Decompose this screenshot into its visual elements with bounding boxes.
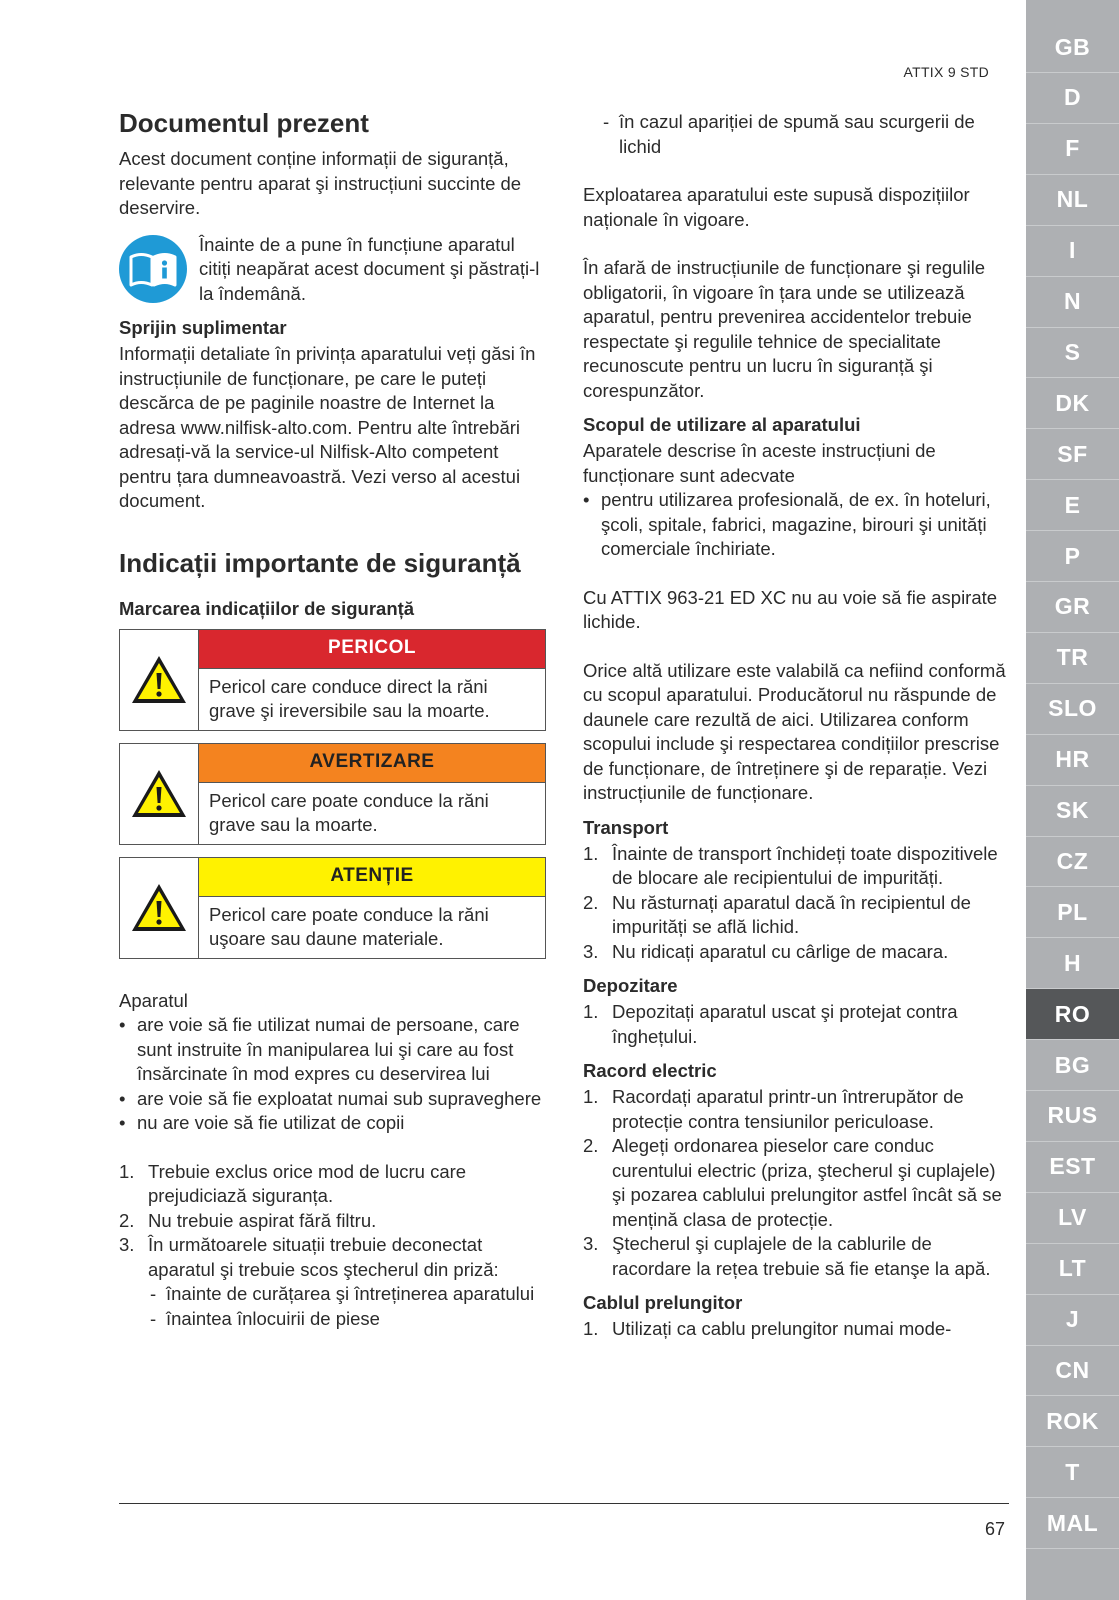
warning-symbol-cell — [120, 630, 199, 730]
read-manual-icon — [119, 235, 187, 303]
warning-body — [199, 744, 545, 844]
language-tab-d[interactable]: D — [1026, 73, 1119, 124]
warning-label: ATENȚIE — [199, 858, 545, 897]
warning-triangle-icon — [130, 654, 188, 706]
heading-purpose: Scopul de utilizare al aparatului — [583, 414, 861, 435]
heading-safety: Indicații importante de siguranță — [119, 547, 521, 578]
left-column — [119, 108, 549, 1331]
list-text: Depozitați aparatul uscat şi protejat contra înghețului. — [612, 1001, 958, 1047]
heading-transport: Transport — [583, 816, 669, 838]
heading-storage: Depozitare — [583, 975, 678, 996]
list-item: • are voie să fie utilizat numai de persoane, care sunt instruite în manipularea lui şi care au fost însărcinate în mod expres cu deservirea lui — [119, 1013, 549, 1087]
warning-box — [119, 743, 546, 845]
language-tab-rok[interactable]: ROK — [1026, 1396, 1119, 1447]
cable-list — [583, 1317, 1013, 1342]
language-tab-j[interactable]: J — [1026, 1295, 1119, 1346]
list-text: Alegeți ordonarea pieselor care conduc curentului electric (priza, ştecherul şi cuplajele) şi pozarea cablului prelungitor astfel încât să se mențină clasa de protecție. — [612, 1135, 1002, 1230]
language-tab-slo[interactable]: SLO — [1026, 684, 1119, 735]
list-number: 1. — [583, 842, 599, 864]
list-number: 3. — [583, 1233, 599, 1254]
list-text: Nu răsturnați aparatul dacă în recipientul de impurități se află lichid. — [612, 891, 971, 937]
list-number: 1. — [583, 1086, 599, 1107]
heading-electric: Racord electric — [583, 1060, 717, 1081]
language-tab-gr[interactable]: GR — [1026, 582, 1119, 633]
language-tab-h[interactable]: H — [1026, 938, 1119, 989]
purpose-bullet-list — [583, 488, 1013, 562]
language-tab-tr[interactable]: TR — [1026, 633, 1119, 684]
language-tab-s[interactable]: S — [1026, 327, 1119, 378]
document-model: ATTIX 9 STD — [903, 64, 989, 80]
language-tab-ro[interactable]: RO — [1026, 989, 1119, 1040]
storage-list — [583, 1000, 1013, 1049]
list-number: 1. — [583, 1318, 599, 1339]
warning-label: PERICOL — [199, 630, 545, 669]
language-tab-rus[interactable]: RUS — [1026, 1091, 1119, 1142]
language-tab-e[interactable]: E — [1026, 480, 1119, 531]
list-item: - înainte de curățarea şi întreținerea aparatului — [148, 1282, 549, 1307]
list-text: În următoarele situații trebuie deconectat aparatul şi trebuie scos ştecherul din priză: — [148, 1234, 499, 1280]
footer-divider — [119, 1503, 1009, 1504]
info-note-text: Înainte de a pune în funcțiune aparatul citiți neapărat acest document şi păstrați-l la îndemână. — [199, 233, 540, 304]
list-item — [583, 1134, 1013, 1232]
warning-body — [199, 630, 545, 730]
language-tab-nl[interactable]: NL — [1026, 175, 1119, 226]
language-tab-i[interactable]: I — [1026, 226, 1119, 277]
language-tab-bg[interactable]: BG — [1026, 1040, 1119, 1091]
list-number: 3. — [583, 940, 599, 962]
heading-marking: Marcarea indicațiilor de siguranță — [119, 597, 415, 619]
list-number: 2. — [583, 891, 599, 913]
language-tab-pl[interactable]: PL — [1026, 887, 1119, 938]
list-text: Nu ridicați aparatul cu cârlige de macara. — [612, 940, 949, 962]
list-item — [119, 1160, 549, 1209]
list-item — [583, 1317, 1013, 1342]
language-tab-f[interactable]: F — [1026, 124, 1119, 175]
language-tab-sk[interactable]: SK — [1026, 786, 1119, 837]
electric-list — [583, 1085, 1013, 1281]
language-tab-cz[interactable]: CZ — [1026, 836, 1119, 887]
paragraph-purpose: Aparatele descrise în aceste instrucțiuni de funcționare sunt adecvate — [583, 440, 936, 486]
warning-text: Pericol care poate conduce la răni uşoare sau daune materiale. — [209, 903, 489, 949]
rule3-dash-list — [148, 1282, 549, 1331]
warning-text: Pericol care poate conduce la răni grave sau la moarte. — [209, 789, 489, 835]
device-bullet-list — [119, 1013, 549, 1136]
list-item: • are voie să fie exploatat numai sub supraveghere — [119, 1087, 549, 1112]
heading-document: Documentul prezent — [119, 108, 369, 138]
list-item — [119, 1209, 549, 1234]
language-tab-p[interactable]: P — [1026, 531, 1119, 582]
rule3-dash-continued — [583, 110, 1013, 159]
list-item — [583, 1232, 1013, 1281]
list-text: Racordați aparatul printr-un întrerupător de protecție contra tensiunilor periculoase. — [612, 1086, 964, 1132]
list-text: Utilizați ca cablu prelungitor numai mode- — [612, 1318, 952, 1339]
list-item — [119, 1233, 549, 1331]
transport-list — [583, 842, 1013, 965]
language-tab-lv[interactable]: LV — [1026, 1193, 1119, 1244]
safety-rules-list — [119, 1160, 549, 1332]
list-item: - înaintea înlocuirii de piese — [148, 1307, 549, 1332]
paragraph-other-use: Orice altă utilizare este valabilă ca nefiind conformă cu scopul aparatului. Producătorul nu răspunde de daunele care rezultă de aici. Utilizarea conform scopului include şi respectarea condițiilor prescrise de funcționare, de întreținere şi de reparație. Vezi instrucțiunile de funcționare. — [583, 659, 1006, 803]
warning-body — [199, 858, 545, 958]
list-item — [583, 1085, 1013, 1134]
warning-box — [119, 629, 546, 731]
right-column — [583, 110, 1013, 1342]
warning-text: Pericol care conduce direct la răni grave şi ireversibile sau la moarte. — [209, 675, 490, 721]
heading-support: Sprijin suplimentar — [119, 317, 287, 338]
list-item: • pentru utilizarea profesională, de ex. în hoteluri, şcoli, spitale, fabrici, magazine, birouri şi unități comerciale închiriate. — [583, 488, 1013, 562]
paragraph-document: Acest document conține informații de siguranță, relevante pentru aparat şi instrucțiuni succinte de deservire. — [119, 148, 522, 218]
info-note — [119, 233, 549, 307]
paragraph-rules: În afară de instrucțiunile de funcționare şi regulile obligatorii, în vigoare în țara unde se utilizează aparatul, pentru prevenirea accidentelor trebuie respectate şi regulile tehnice de specialitate recunoscute pentru un lucru în siguranță şi corespunzător. — [583, 257, 986, 401]
warning-symbol-cell — [120, 858, 199, 958]
list-number: 2. — [583, 1135, 599, 1156]
list-item — [583, 1000, 1013, 1049]
warning-triangle-icon — [130, 882, 188, 934]
list-item — [583, 940, 1013, 965]
list-item: • nu are voie să fie utilizat de copii — [119, 1111, 549, 1136]
warning-triangle-icon — [130, 768, 188, 820]
list-number: 1. — [583, 1001, 599, 1022]
paragraph-operation: Exploatarea aparatului este supusă dispozițiilor naționale în vigoare. — [583, 184, 970, 230]
language-tab-est[interactable]: EST — [1026, 1142, 1119, 1193]
language-sidebar — [1026, 0, 1119, 1600]
page-number: 67 — [985, 1519, 1006, 1539]
warning-table — [119, 629, 549, 959]
language-tab-hr[interactable]: HR — [1026, 735, 1119, 786]
language-tab-t[interactable]: T — [1026, 1447, 1119, 1498]
warning-label: AVERTIZARE — [199, 744, 545, 783]
paragraph-support: Informații detaliate în privința aparatului veți găsi în instrucțiunile de funcționare, pe care le puteți descărca de pe paginile noastre de Internet la adresa www.nilfisk-alto.com. Pentru alte întrebări adresați-vă la service-ul Nilfisk-Alto competent pentru țara dumneavoastră. Vezi verso al acestui document. — [119, 343, 536, 511]
language-tab-gb[interactable]: GB — [1026, 22, 1119, 73]
heading-cable: Cablul prelungitor — [583, 1292, 743, 1313]
list-text: Trebuie exclus orice mod de lucru care prejudiciază siguranța. — [148, 1160, 467, 1206]
list-item: - în cazul apariției de spumă sau scurgerii de lichid — [601, 110, 1013, 159]
language-tab-n[interactable]: N — [1026, 277, 1119, 328]
language-tab-cn[interactable]: CN — [1026, 1345, 1119, 1396]
language-tab-mal[interactable]: MAL — [1026, 1498, 1119, 1549]
list-item — [583, 842, 1013, 891]
list-text: Nu trebuie aspirat fără filtru. — [148, 1209, 377, 1231]
language-sidebar-top — [1026, 0, 1119, 22]
paragraph-liquids: Cu ATTIX 963-21 ED XC nu au voie să fie aspirate lichide. — [583, 586, 998, 632]
list-number: 2. — [119, 1209, 135, 1231]
language-tab-dk[interactable]: DK — [1026, 378, 1119, 429]
language-tab-sf[interactable]: SF — [1026, 429, 1119, 480]
paragraph-device: Aparatul — [119, 989, 188, 1011]
warning-symbol-cell — [120, 744, 199, 844]
list-text: Ştecherul şi cuplajele de la cablurile de racordare la rețea trebuie să fie etanşe la apă. — [612, 1233, 991, 1279]
list-number: 3. — [119, 1234, 135, 1255]
list-item — [583, 891, 1013, 940]
language-tab-lt[interactable]: LT — [1026, 1244, 1119, 1295]
list-text: Înainte de transport închideți toate dispozitivele de blocare ale recipientului de impurități. — [612, 842, 998, 888]
list-number: 1. — [119, 1160, 135, 1182]
warning-box — [119, 857, 546, 959]
